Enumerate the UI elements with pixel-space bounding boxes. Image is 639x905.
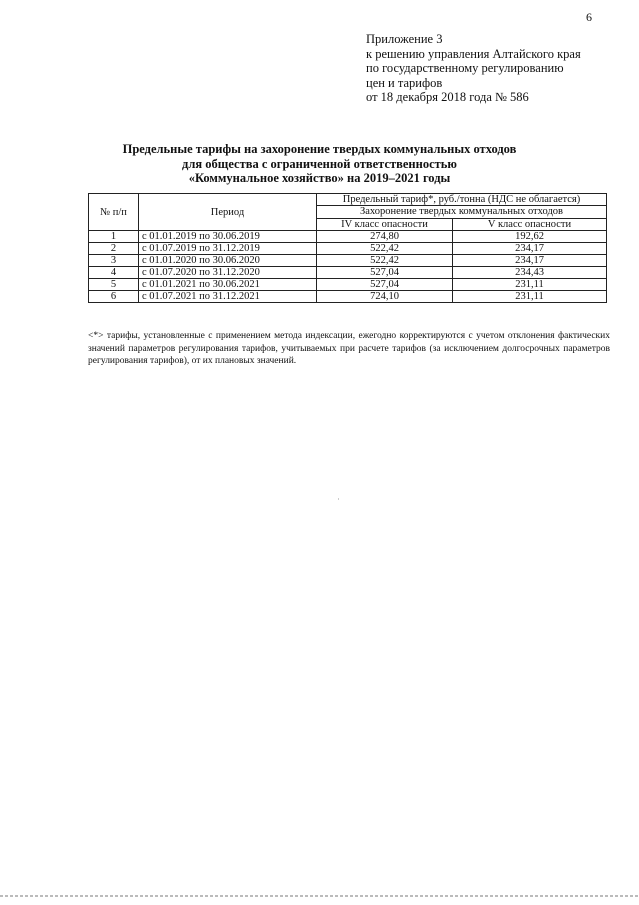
class-v-header: V класс опасности <box>453 218 607 230</box>
row-number: 4 <box>89 267 139 279</box>
row-class-v-value: 234,43 <box>453 267 607 279</box>
appendix-line: по государственному регулированию <box>366 61 564 75</box>
appendix-block <box>366 32 581 105</box>
row-period: с 01.01.2021 по 30.06.2021 <box>139 279 317 291</box>
tariff-header: Предельный тариф*, руб./тонна (НДС не облагается) <box>317 194 607 206</box>
row-class-iv-value: 522,42 <box>317 243 453 255</box>
title-line: для общества с ограниченной ответственностью <box>182 156 457 171</box>
row-class-iv-value: 527,04 <box>317 279 453 291</box>
row-class-v-value: 234,17 <box>453 255 607 267</box>
table-row <box>89 255 607 267</box>
row-class-iv-value: 522,42 <box>317 255 453 267</box>
table-row <box>89 279 607 291</box>
row-class-iv-value: 724,10 <box>317 291 453 303</box>
footnote-mark: <*> <box>88 331 104 341</box>
footnote <box>88 330 610 368</box>
row-class-v-value: 231,11 <box>453 279 607 291</box>
tariff-table <box>88 193 607 303</box>
appendix-line: Приложение 3 <box>366 32 443 46</box>
scan-speck <box>338 498 339 500</box>
table-row <box>89 291 607 303</box>
title-line: «Коммунальное хозяйство» на 2019–2021 годы <box>188 171 451 185</box>
row-class-v-value: 231,11 <box>453 291 607 303</box>
tariff-subheader: Захоронение твердых коммунальных отходов <box>317 206 607 218</box>
appendix-line: цен и тарифов <box>366 75 443 90</box>
row-class-iv-value: 527,04 <box>317 267 453 279</box>
table-row <box>89 267 607 279</box>
row-period: с 01.07.2020 по 31.12.2020 <box>139 267 317 279</box>
row-number: 5 <box>89 279 139 291</box>
class-iv-header: IV класс опасности <box>317 218 453 230</box>
row-number: 2 <box>89 243 139 255</box>
row-class-iv-value: 274,80 <box>317 231 453 243</box>
footnote-text: тарифы, установленные с применением метода индексации, ежегодно корректируются с учетом отклонения фактических значений параметров регулирования тарифов, учитываемых при расчете тарифов (за исключением долгосрочных параметров регулирования тарифов), от их плановых значений. <box>88 331 611 366</box>
document-title <box>0 142 639 186</box>
row-class-v-value: 234,17 <box>453 243 607 255</box>
row-number: 1 <box>89 231 139 243</box>
appendix-line: к решению управления Алтайского края <box>366 46 581 61</box>
appendix-line: от 18 декабря 2018 года № 586 <box>366 90 529 104</box>
num-column-header: № п/п <box>89 194 139 231</box>
row-period: с 01.07.2019 по 31.12.2019 <box>139 243 317 255</box>
row-period: с 01.01.2020 по 30.06.2020 <box>139 255 317 267</box>
table-row <box>89 231 607 243</box>
period-column-header: Период <box>139 194 317 231</box>
row-number: 6 <box>89 291 139 303</box>
table-row <box>89 243 607 255</box>
row-class-v-value: 192,62 <box>453 231 607 243</box>
row-number: 3 <box>89 255 139 267</box>
row-period: с 01.07.2021 по 31.12.2021 <box>139 291 317 303</box>
bottom-scan-edge <box>0 895 639 897</box>
title-line: Предельные тарифы на захоронение твердых коммунальных отходов <box>122 142 517 156</box>
page-number: 6 <box>586 10 592 24</box>
row-period: с 01.01.2019 по 30.06.2019 <box>139 231 317 243</box>
